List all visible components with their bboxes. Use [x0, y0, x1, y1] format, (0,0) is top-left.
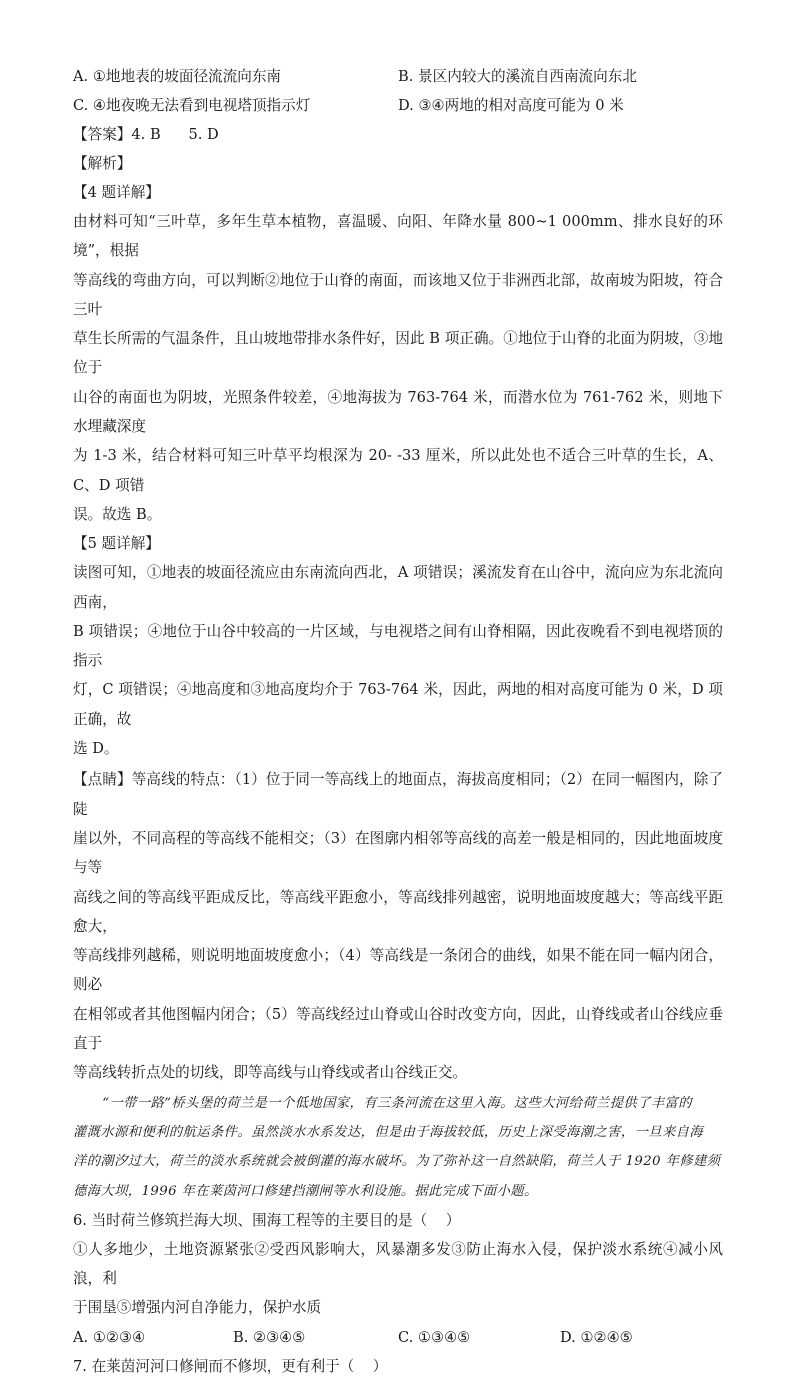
q5-option-d: D. ③④两地的相对高度可能为 0 米: [398, 97, 624, 114]
q5-options-row-1: [73, 62, 723, 91]
text-line: 草生长所需的气温条件，且山坡地带排水条件好，因此 B 项正确。①地位于山脊的北面为阴坡，③地位于: [73, 330, 723, 377]
q6-option-c: C. ①③④⑤: [398, 1328, 471, 1346]
text-line: 崖以外，不同高程的等高线不能相交；（3）在图廓内相邻等高线的高差一般是相同的，因此地面坡度与等: [73, 829, 723, 877]
text-line: 读图可知，①地表的坡面径流应由东南流向西北，A 项错误；溪流发育在山谷中，流向应为东北流向西南，: [73, 564, 723, 611]
text-line: 误。故选 B。: [73, 505, 162, 523]
text-line: 洋的潮汐过大，荷兰的淡水系统就会被倒灌的海水破坏。为了弥补这一自然缺陷，荷兰人于 1920 年修建须: [73, 1154, 721, 1170]
q5-option-c: C. ④地夜晚无法看到电视塔顶指示灯: [73, 97, 311, 114]
text-line: 在相邻或者其他图幅内闭合；（5）等高线经过山脊或山谷时改变方向，因此，山脊线或者山谷线应垂直于: [73, 1005, 723, 1053]
q5-option-a: A. ①地地表的坡面径流流向东南: [73, 68, 282, 85]
text-line: 等高线排列越稀，则说明地面坡度愈小；（4）等高线是一条闭合的曲线，如果不能在同一幅内闭合，则必: [73, 947, 723, 994]
q6-options: [73, 1323, 723, 1352]
q6-option-a: A. ①②③④: [73, 1328, 146, 1346]
text-line: “一带一路”桥头堡的荷兰是一个低地国家，有三条河流在这里入海。这些大河给荷兰提供了丰富的: [102, 1095, 692, 1111]
text-line: 灌溉水源和便利的航运条件。虽然淡水水系发达，但是由于海拔较低，历史上深受海潮之害，一旦来自海: [73, 1124, 704, 1140]
text-line: 于围垦⑤增强内河自净能力，保护水质: [73, 1299, 322, 1317]
q7-stem: 7. 在莱茵河河口修闸而不修坝，更有利于（ ）: [73, 1357, 388, 1375]
q6-option-d: D. ①②④⑤: [560, 1328, 633, 1346]
analysis-label: 【解析】: [73, 155, 132, 172]
q6-stem: 6. 当时荷兰修筑拦海大坝、围海工程等的主要目的是（ ）: [73, 1211, 461, 1229]
text-line: 德海大坝，1996 年在莱茵河口修建挡潮闸等水利设施。据此完成下面小题。: [73, 1183, 538, 1199]
document-page: [73, 62, 723, 1381]
text-line: 灯，C 项错误；④地高度和③地高度均介于 763-764 米，因此，两地的相对高度可能为 0 米，D 项正确，故: [73, 681, 723, 728]
text-line: ①人多地少，土地资源紧张②受西风影响大，风暴潮多发③防止海水入侵，保护淡水系统④减小风浪，利: [73, 1240, 723, 1288]
q6-option-b: B. ②③④⑤: [233, 1328, 306, 1346]
tip-section: [73, 765, 723, 1087]
answer-line: 【答案】4. B 5. D: [73, 126, 219, 143]
text-line: 等高线的弯曲方向，可以判断②地位于山脊的南面，而该地又位于非洲西北部，故南坡为阳坡，符合三叶: [73, 271, 723, 318]
text-line: 山谷的南面也为阴坡，光照条件较差，④地海拔为 763-764 米，而潜水位为 761-762 米，则地下水埋藏深度: [73, 388, 723, 436]
q5-explanation: [73, 558, 723, 763]
q5-options-row-2: [73, 91, 723, 120]
q4-heading: 【4 题详解】: [73, 184, 160, 201]
q4-explanation: [73, 207, 723, 529]
reading-passage: [73, 1089, 723, 1206]
text-line: 为 1-3 米，结合材料可知三叶草平均根深为 20- -33 厘米，所以此处也不适合三叶草的生长，A、C、D 项错: [73, 447, 723, 494]
q6-description: [73, 1235, 723, 1323]
text-line: 选 D。: [73, 740, 119, 758]
text-line: 【点睛】等高线的特点：（1）位于同一等高线上的地面点，海拔高度相同；（2）在同一幅图内，除了陡: [73, 771, 723, 818]
text-line: 高线之间的等高线平距成反比，等高线平距愈小，等高线排列越密，说明地面坡度越大；等高线平距愈大，: [73, 888, 723, 935]
q5-heading: 【5 题详解】: [73, 535, 160, 553]
text-line: B 项错误；④地位于山谷中较高的一片区域，与电视塔之间有山脊相隔，因此夜晚看不到电视塔顶的指示: [73, 622, 723, 670]
text-line: 等高线转折点处的切线，即等高线与山脊线或者山谷线正交。: [73, 1064, 468, 1082]
text-line: 由材料可知“三叶草，多年生草本植物，喜温暖、向阳、年降水量 800~1 000mm、排水良好的环境”，根据: [73, 213, 723, 260]
q5-option-b: B. 景区内较大的溪流自西南流向东北: [398, 68, 637, 85]
